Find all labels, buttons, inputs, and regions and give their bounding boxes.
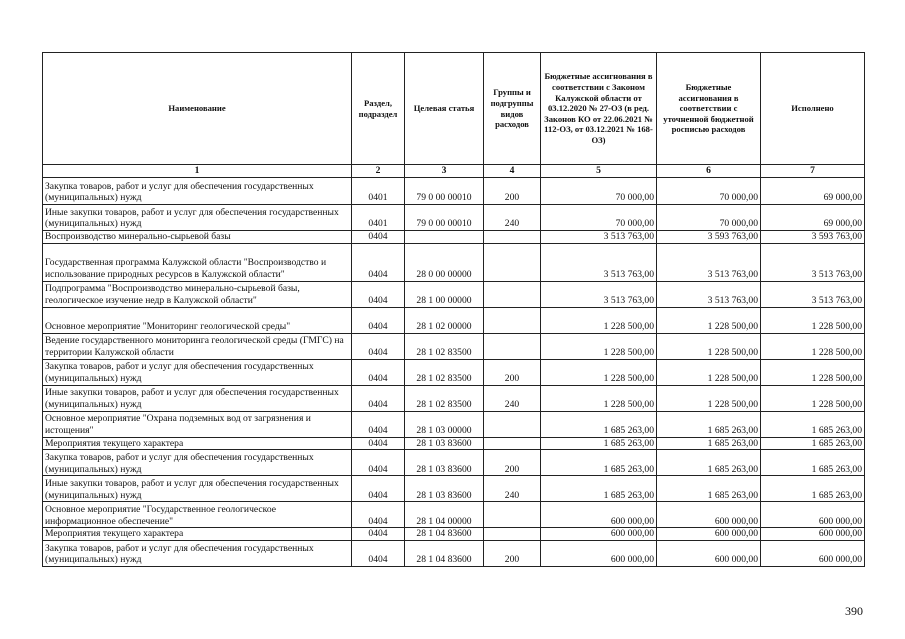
cell-section: 0404 [352,231,405,244]
cell-name: Закупка товаров, работ и услуг для обеспечения государственных (муниципальных) нужд [43,178,352,205]
table-row [43,437,865,450]
cell-target: 28 1 02 83500 [405,359,484,385]
cell-section: 0404 [352,528,405,541]
page-number: 390 [845,604,863,618]
table-row [43,450,865,476]
cell-name: Основное мероприятие "Мониторинг геологической среды" [43,307,352,333]
table-row [43,231,865,244]
cell-section: 0404 [352,307,405,333]
cell-name: Мероприятия текущего характера [43,437,352,450]
cell-group [484,231,541,244]
cell-name: Иные закупки товаров, работ и услуг для обеспечения государственных (муниципальных) нужд [43,205,352,231]
cell-target: 28 1 02 83500 [405,333,484,359]
table-row [43,385,865,411]
header-groups: Группы и подгруппы видов расходов [484,53,541,165]
table-row [43,540,865,566]
header-row [43,53,865,165]
col-number: 4 [484,165,541,178]
col-number: 5 [541,165,657,178]
cell-law: 3 513 763,00 [541,231,657,244]
cell-name: Закупка товаров, работ и услуг для обеспечения государственных (муниципальных) нужд [43,540,352,566]
table-row [43,528,865,541]
table-row [43,333,865,359]
cell-done: 1 685 263,00 [761,476,865,502]
cell-target: 28 1 03 83600 [405,437,484,450]
cell-group: 240 [484,476,541,502]
cell-group: 240 [484,205,541,231]
cell-law: 1 685 263,00 [541,411,657,437]
cell-group [484,502,541,528]
cell-group: 200 [484,540,541,566]
cell-refined: 1 685 263,00 [657,437,761,450]
cell-done: 600 000,00 [761,502,865,528]
cell-done: 69 000,00 [761,178,865,205]
cell-name: Подпрограмма "Воспроизводство минерально-сырьевой базы, геологическое изучение недр в Калужской области" [43,281,352,307]
cell-group [484,411,541,437]
table-row [43,307,865,333]
cell-done: 1 228 500,00 [761,385,865,411]
cell-section: 0401 [352,205,405,231]
cell-done: 1 228 500,00 [761,307,865,333]
cell-group [484,437,541,450]
header-section: Раздел, подраздел [352,53,405,165]
cell-name: Основное мероприятие "Государственное геологическое информационное обеспечение" [43,502,352,528]
cell-group [484,243,541,281]
cell-refined: 1 685 263,00 [657,450,761,476]
cell-law: 1 228 500,00 [541,385,657,411]
cell-target: 28 1 03 83600 [405,476,484,502]
header-law: Бюджетные ассигнования в соответствии с Законом Калужской области от 03.12.2020 № 27-ОЗ (в ред. Законов КО от 22.06.2021 № 112-ОЗ, от 03.12.2021 № 168-ОЗ) [541,53,657,165]
table-row [43,359,865,385]
cell-target: 28 1 04 83600 [405,540,484,566]
table-row [43,476,865,502]
cell-group [484,281,541,307]
cell-refined: 3 513 763,00 [657,281,761,307]
cell-target: 28 1 02 00000 [405,307,484,333]
table-row [43,411,865,437]
cell-section: 0401 [352,178,405,205]
cell-law: 3 513 763,00 [541,243,657,281]
cell-done: 3 593 763,00 [761,231,865,244]
cell-target: 79 0 00 00010 [405,178,484,205]
cell-refined: 1 685 263,00 [657,476,761,502]
header-refined: Бюджетные ассигнования в соответствии с уточненной бюджетной росписью расходов [657,53,761,165]
cell-section: 0404 [352,437,405,450]
table-row [43,281,865,307]
cell-done: 1 228 500,00 [761,359,865,385]
col-number: 1 [43,165,352,178]
cell-section: 0404 [352,385,405,411]
cell-done: 1 685 263,00 [761,411,865,437]
cell-done: 1 685 263,00 [761,437,865,450]
col-number: 6 [657,165,761,178]
cell-law: 3 513 763,00 [541,281,657,307]
cell-section: 0404 [352,411,405,437]
cell-law: 1 685 263,00 [541,437,657,450]
cell-target: 79 0 00 00010 [405,205,484,231]
cell-refined: 70 000,00 [657,178,761,205]
cell-group: 200 [484,359,541,385]
cell-section: 0404 [352,281,405,307]
cell-law: 1 228 500,00 [541,359,657,385]
cell-target: 28 1 00 00000 [405,281,484,307]
table-row [43,205,865,231]
cell-refined: 1 228 500,00 [657,385,761,411]
cell-group: 200 [484,450,541,476]
cell-name: Закупка товаров, работ и услуг для обеспечения государственных (муниципальных) нужд [43,450,352,476]
cell-target: 28 1 04 00000 [405,502,484,528]
cell-name: Иные закупки товаров, работ и услуг для обеспечения государственных (муниципальных) нужд [43,476,352,502]
cell-name: Мероприятия текущего характера [43,528,352,541]
cell-section: 0404 [352,540,405,566]
cell-name: Закупка товаров, работ и услуг для обеспечения государственных (муниципальных) нужд [43,359,352,385]
col-number: 3 [405,165,484,178]
cell-name: Воспроизводство минерально-сырьевой базы [43,231,352,244]
cell-law: 1 228 500,00 [541,307,657,333]
cell-section: 0404 [352,243,405,281]
cell-section: 0404 [352,502,405,528]
cell-refined: 1 228 500,00 [657,359,761,385]
cell-done: 600 000,00 [761,540,865,566]
cell-target: 28 1 04 83600 [405,528,484,541]
cell-done: 69 000,00 [761,205,865,231]
cell-law: 600 000,00 [541,528,657,541]
cell-target: 28 1 03 83600 [405,450,484,476]
cell-refined: 600 000,00 [657,540,761,566]
cell-law: 70 000,00 [541,178,657,205]
cell-done: 600 000,00 [761,528,865,541]
col-number: 7 [761,165,865,178]
cell-refined: 1 685 263,00 [657,411,761,437]
cell-done: 1 685 263,00 [761,450,865,476]
cell-group [484,333,541,359]
cell-done: 1 228 500,00 [761,333,865,359]
cell-section: 0404 [352,450,405,476]
header-done: Исполнено [761,53,865,165]
cell-section: 0404 [352,359,405,385]
cell-target [405,231,484,244]
cell-refined: 1 228 500,00 [657,307,761,333]
col-number: 2 [352,165,405,178]
cell-refined: 600 000,00 [657,502,761,528]
cell-refined: 3 593 763,00 [657,231,761,244]
column-number-row [43,165,865,178]
cell-done: 3 513 763,00 [761,281,865,307]
cell-law: 70 000,00 [541,205,657,231]
cell-law: 1 228 500,00 [541,333,657,359]
table-row [43,243,865,281]
cell-refined: 600 000,00 [657,528,761,541]
cell-refined: 3 513 763,00 [657,243,761,281]
cell-target: 28 1 03 00000 [405,411,484,437]
cell-law: 1 685 263,00 [541,450,657,476]
cell-target: 28 0 00 00000 [405,243,484,281]
budget-table [42,52,865,567]
table-row [43,178,865,205]
table-body [43,178,865,567]
cell-target: 28 1 02 83500 [405,385,484,411]
cell-group: 200 [484,178,541,205]
cell-group [484,528,541,541]
cell-law: 600 000,00 [541,540,657,566]
table-row [43,502,865,528]
cell-name: Государственная программа Калужской области "Воспроизводство и использование природных ресурсов в Калужской области" [43,243,352,281]
header-target: Целевая статья [405,53,484,165]
header-name: Наименование [43,53,352,165]
cell-name: Иные закупки товаров, работ и услуг для обеспечения государственных (муниципальных) нужд [43,385,352,411]
cell-name: Ведение государственного мониторинга геологической среды (ГМГС) на территории Калужской области [43,333,352,359]
cell-law: 1 685 263,00 [541,476,657,502]
cell-refined: 1 228 500,00 [657,333,761,359]
cell-law: 600 000,00 [541,502,657,528]
cell-section: 0404 [352,333,405,359]
cell-group [484,307,541,333]
cell-section: 0404 [352,476,405,502]
cell-done: 3 513 763,00 [761,243,865,281]
cell-refined: 70 000,00 [657,205,761,231]
cell-group: 240 [484,385,541,411]
cell-name: Основное мероприятие "Охрана подземных вод от загрязнения и истощения" [43,411,352,437]
